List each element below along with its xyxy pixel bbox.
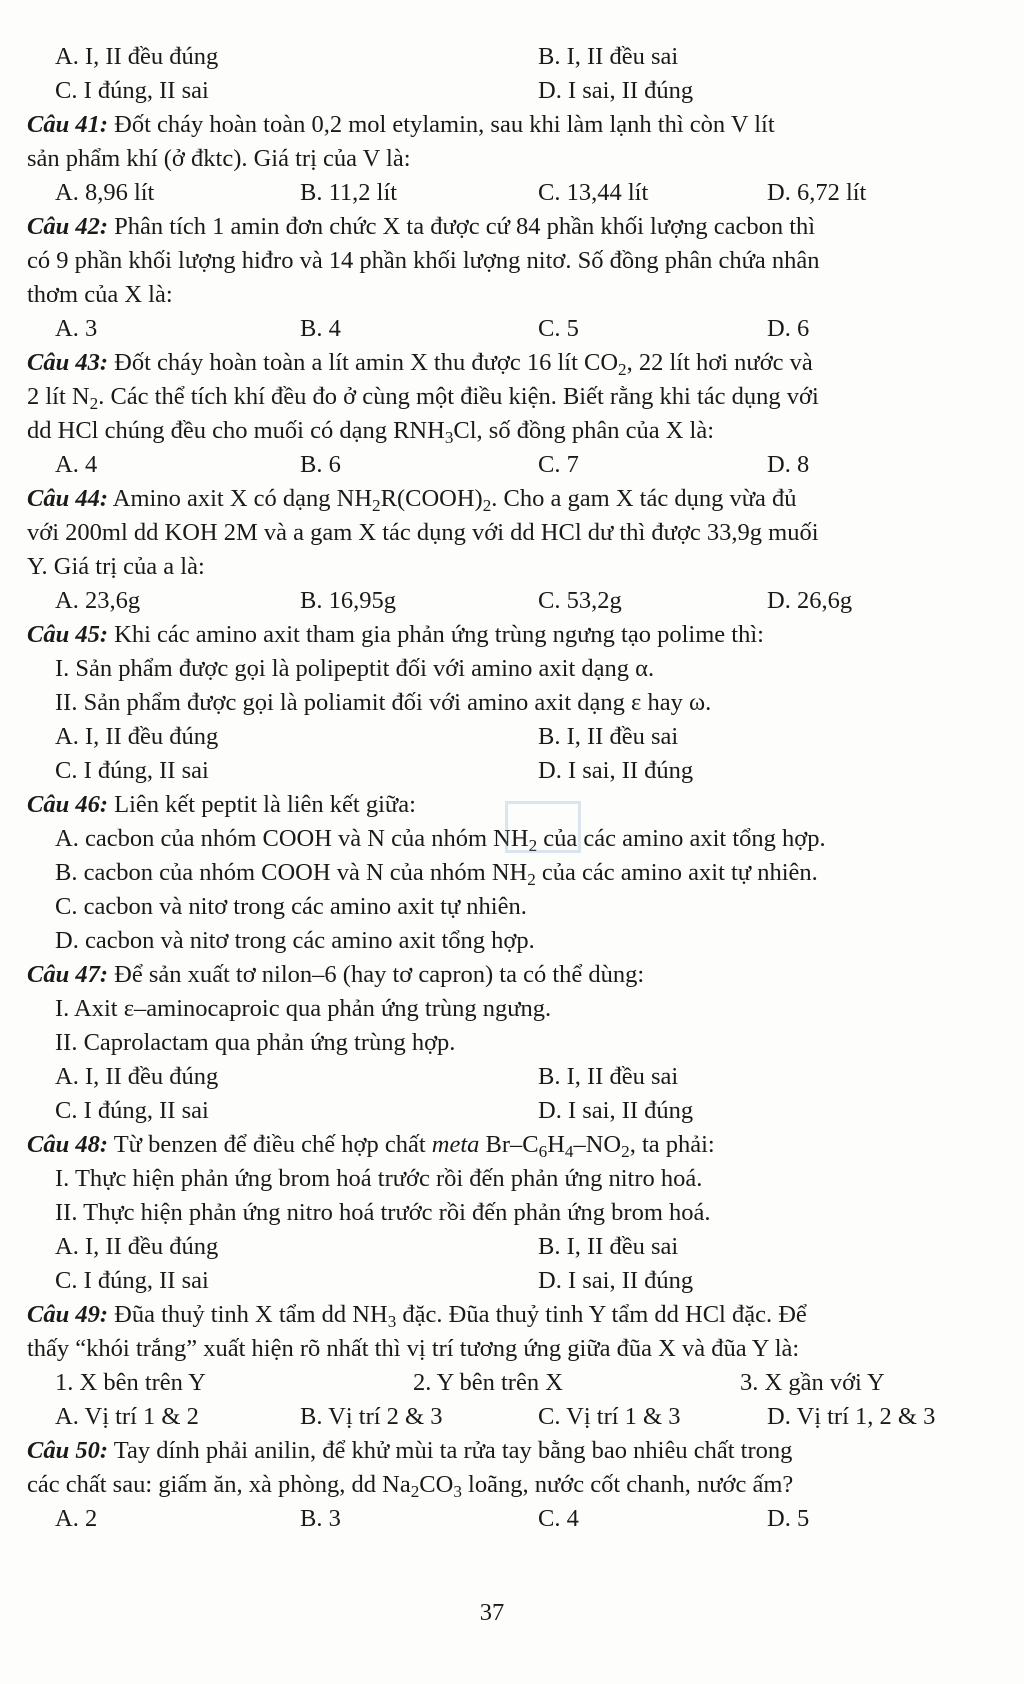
question-41-label: Câu 41: xyxy=(27,111,109,138)
question-50-line-2: các chất sau: giấm ăn, xà phòng, dd $Na_2CO_3$ loãng, nước cốt chanh, nước ấm? xyxy=(27,1471,794,1502)
q48-option-c: C. I đúng, II sai xyxy=(55,1267,209,1294)
q49-position-3: 3. X gần với Y xyxy=(740,1369,885,1396)
question-44-line-1: Câu 44: Amino axit X có dạng $NH_2R(COOH)_2$. Cho a gam X tác dụng vừa đủ xyxy=(27,485,797,516)
question-42-label: Câu 42: xyxy=(27,213,109,240)
question-41-line-2: sản phẩm khí (ở đktc). Giá trị của V là: xyxy=(27,145,411,172)
q49-position-2: 2. Y bên trên X xyxy=(413,1369,563,1396)
option-b: B. I, II đều sai xyxy=(538,43,679,70)
question-46-label: Câu 46: xyxy=(27,791,109,818)
q48-option-d: D. I sai, II đúng xyxy=(538,1267,694,1294)
question-42-line-1: Câu 42: Phân tích 1 amin đơn chức X ta được cứ 84 phần khối lượng cacbon thì xyxy=(27,213,816,240)
q44-option-b: B. 16,95g xyxy=(300,587,396,614)
question-47-line-1: Câu 47: Để sản xuất tơ nilon–6 (hay tơ capron) ta có thể dùng: xyxy=(27,961,645,988)
q44-option-a: A. 23,6g xyxy=(55,587,141,614)
q48-option-a: A. I, II đều đúng xyxy=(55,1233,219,1260)
question-43-line-2: 2 lít $N_2$. Các thể tích khí đều đo ở cùng một điều kiện. Biết rằng khi tác dụng với xyxy=(27,383,819,414)
q42-option-d: D. 6 xyxy=(767,315,810,342)
q46-option-c: C. cacbon và nitơ trong các amino axit tự nhiên. xyxy=(55,893,527,920)
q46-option-a: A. cacbon của nhóm COOH và N của nhóm $NH_2$ của các amino axit tổng hợp. xyxy=(55,825,826,856)
question-43-line-3: dd HCl chúng đều cho muối có dạng $RNH_3Cl$, số đồng phân của X là: xyxy=(27,417,715,448)
q43-option-d: D. 8 xyxy=(767,451,810,478)
question-46-line-1: Câu 46: Liên kết peptit là liên kết giữa: xyxy=(27,791,416,818)
q49-option-d: D. Vị trí 1, 2 & 3 xyxy=(767,1403,936,1430)
q45-option-d: D. I sai, II đúng xyxy=(538,757,694,784)
q48-statement-1: I. Thực hiện phản ứng brom hoá trước rồi đến phản ứng nitro hoá. xyxy=(55,1165,703,1192)
q47-option-d: D. I sai, II đúng xyxy=(538,1097,694,1124)
q47-statement-1: I. Axit ε–aminocaproic qua phản ứng trùng ngưng. xyxy=(55,995,552,1022)
question-44-label: Câu 44: xyxy=(27,485,109,512)
q49-option-c: C. Vị trí 1 & 3 xyxy=(538,1403,681,1430)
option-d: D. I sai, II đúng xyxy=(538,77,694,104)
q45-option-a: A. I, II đều đúng xyxy=(55,723,219,750)
question-49-line-1: Câu 49: Đũa thuỷ tinh X tẩm dd $NH_3$ đặc. Đũa thuỷ tinh Y tẩm dd HCl đặc. Để xyxy=(27,1301,807,1332)
q49-option-a: A. Vị trí 1 & 2 xyxy=(55,1403,199,1430)
question-45-label: Câu 45: xyxy=(27,621,109,648)
q50-option-a: A. 2 xyxy=(55,1505,98,1532)
q43-option-c: C. 7 xyxy=(538,451,579,478)
question-42-line-2: có 9 phần khối lượng hiđro và 14 phần khối lượng nitơ. Số đồng phân chứa nhân xyxy=(27,247,820,274)
q50-option-d: D. 5 xyxy=(767,1505,810,1532)
q47-option-c: C. I đúng, II sai xyxy=(55,1097,209,1124)
question-48-label: Câu 48: xyxy=(27,1131,109,1158)
question-43-label: Câu 43: xyxy=(27,349,109,376)
question-43-line-1: Câu 43: Đốt cháy hoàn toàn a lít amin X thu được 16 lít $CO_2$, 22 lít hơi nước và xyxy=(27,349,813,380)
question-48-line-1: Câu 48: Từ benzen để điều chế hợp chất meta $Br-C_6H_4-NO_2$, ta phải: xyxy=(27,1131,715,1162)
q41-option-c: C. 13,44 lít xyxy=(538,179,649,206)
q49-option-b: B. Vị trí 2 & 3 xyxy=(300,1403,443,1430)
option-a: A. I, II đều đúng xyxy=(55,43,219,70)
q44-option-c: C. 53,2g xyxy=(538,587,622,614)
q45-statement-1: I. Sản phẩm được gọi là polipeptit đối với amino axit dạng α. xyxy=(55,655,655,682)
q50-option-b: B. 3 xyxy=(300,1505,341,1532)
q42-option-c: C. 5 xyxy=(538,315,579,342)
question-44-line-3: Y. Giá trị của a là: xyxy=(27,553,205,580)
question-44-line-2: với 200ml dd KOH 2M và a gam X tác dụng với dd HCl dư thì được 33,9g muối xyxy=(27,519,819,546)
q41-option-b: B. 11,2 lít xyxy=(300,179,398,206)
q48-statement-2: II. Thực hiện phản ứng nitro hoá trước rồi đến phản ứng brom hoá. xyxy=(55,1199,711,1226)
q47-option-b: B. I, II đều sai xyxy=(538,1063,679,1090)
q45-statement-2: II. Sản phẩm được gọi là poliamit đối với amino axit dạng ε hay ω. xyxy=(55,689,712,716)
q47-statement-2: II. Caprolactam qua phản ứng trùng hợp. xyxy=(55,1029,456,1056)
q49-position-1: 1. X bên trên Y xyxy=(55,1369,206,1396)
q50-option-c: C. 4 xyxy=(538,1505,579,1532)
q44-option-d: D. 26,6g xyxy=(767,587,853,614)
option-c: C. I đúng, II sai xyxy=(55,77,209,104)
question-50-line-1: Câu 50: Tay dính phải anilin, để khử mùi ta rửa tay bằng bao nhiêu chất trong xyxy=(27,1437,793,1464)
q47-option-a: A. I, II đều đúng xyxy=(55,1063,219,1090)
question-45-line-1: Câu 45: Khi các amino axit tham gia phản ứng trùng ngưng tạo polime thì: xyxy=(27,621,764,648)
q46-option-b: B. cacbon của nhóm COOH và N của nhóm $NH_2$ của các amino axit tự nhiên. xyxy=(55,859,818,890)
q42-option-a: A. 3 xyxy=(55,315,98,342)
q42-option-b: B. 4 xyxy=(300,315,341,342)
question-50-label: Câu 50: xyxy=(27,1437,109,1464)
question-41-line-1: Câu 41: Đốt cháy hoàn toàn 0,2 mol etylamin, sau khi làm lạnh thì còn V lít xyxy=(27,111,775,138)
q43-option-a: A. 4 xyxy=(55,451,98,478)
q41-option-d: D. 6,72 lít xyxy=(767,179,867,206)
question-47-label: Câu 47: xyxy=(27,961,109,988)
q43-option-b: B. 6 xyxy=(300,451,341,478)
q45-option-c: C. I đúng, II sai xyxy=(55,757,209,784)
question-49-label: Câu 49: xyxy=(27,1301,109,1328)
question-49-line-2: thấy “khói trắng” xuất hiện rõ nhất thì vị trí tương ứng giữa đũa X và đũa Y là: xyxy=(27,1335,800,1362)
q46-option-d: D. cacbon và nitơ trong các amino axit tổng hợp. xyxy=(55,927,535,954)
page-number: 37 xyxy=(479,1599,505,1626)
q41-option-a: A. 8,96 lít xyxy=(55,179,155,206)
q48-option-b: B. I, II đều sai xyxy=(538,1233,679,1260)
question-42-line-3: thơm của X là: xyxy=(27,281,173,308)
q45-option-b: B. I, II đều sai xyxy=(538,723,679,750)
